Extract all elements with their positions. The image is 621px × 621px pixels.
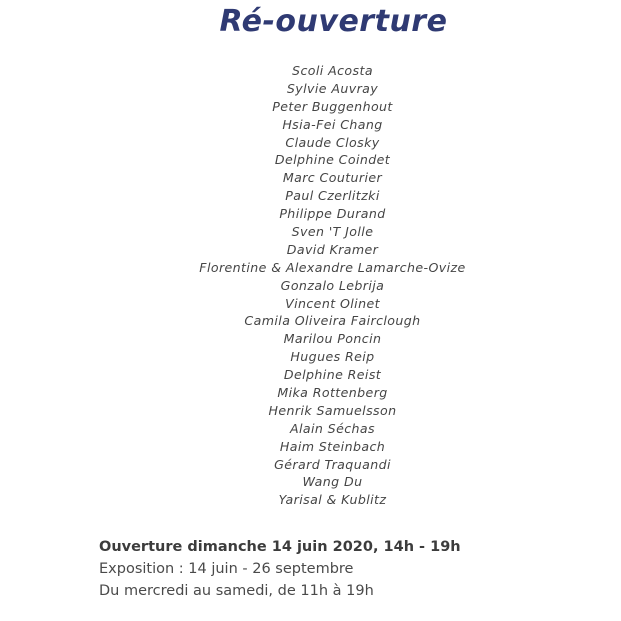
artist-name: Florentine & Alexandre Lamarche-Ovize: [199, 259, 466, 275]
artist-name: Scoli Acosta: [292, 63, 373, 78]
opening-date: Ouverture dimanche 14 juin 2020, 14h - 19h: [99, 539, 461, 555]
artist-name: Sven 'T Jolle: [291, 224, 374, 240]
page-title: Ré-ouverture: [219, 4, 448, 39]
artist-name: Gonzalo Lebrija: [280, 277, 385, 293]
artist-name: Peter Buggenhout: [272, 98, 393, 114]
artist-name: Sylvie Auvray: [286, 80, 379, 96]
artist-name: Paul Czerlitzki: [285, 188, 380, 204]
artist-name: Haim Steinbach: [279, 438, 386, 454]
artist-name: Camila Oliveira Fairclough: [244, 313, 421, 329]
exhibition-dates: Exposition : 14 juin - 26 septembre: [99, 561, 354, 577]
artist-name: Yarisal & Kublitz: [278, 492, 387, 508]
artist-name: Philippe Durand: [279, 206, 386, 222]
artist-name: Wang Du: [302, 474, 363, 490]
artist-name: Hsia-Fei Chang: [282, 116, 383, 132]
artist-name: Hugues Reip: [290, 349, 375, 365]
opening-hours: Du mercredi au samedi, de 11h à 19h: [99, 583, 374, 599]
artist-name: Gérard Traquandi: [274, 456, 391, 472]
artist-name: Alain Séchas: [289, 420, 376, 436]
artist-list: [0, 62, 621, 509]
artist-name: David Kramer: [286, 241, 379, 257]
artist-name: Delphine Reist: [283, 367, 382, 383]
event-info: [99, 536, 461, 602]
artist-name: Henrik Samuelsson: [268, 402, 397, 418]
artist-name: Marilou Poncin: [283, 331, 382, 347]
artist-name: Marc Couturier: [282, 170, 383, 186]
artist-name: Claude Closky: [285, 134, 380, 150]
artist-name: Mika Rottenberg: [277, 385, 388, 401]
artist-name: Vincent Olinet: [285, 295, 380, 311]
artist-name: Delphine Coindet: [274, 152, 391, 168]
